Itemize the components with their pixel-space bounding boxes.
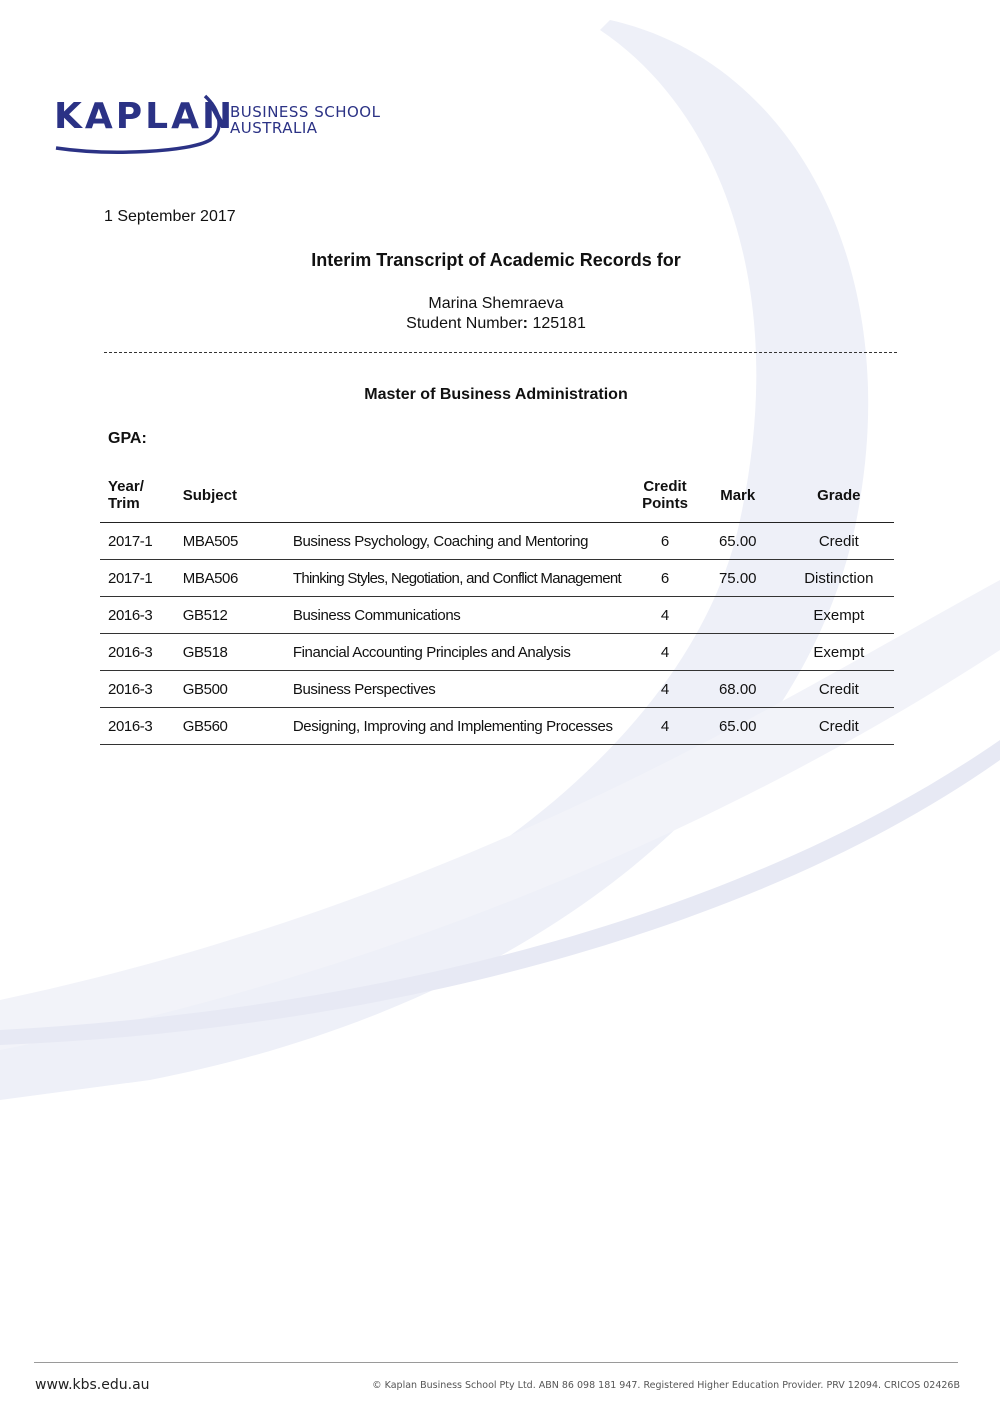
header-credit-line1: Credit [643, 478, 687, 495]
row-year: 2017-1 [100, 523, 175, 560]
row-mark: 75.00 [692, 560, 784, 597]
row-grade: Exempt [784, 597, 894, 634]
logo-wordmark: KAPLAN [54, 96, 236, 137]
logo-subtitle [230, 104, 380, 136]
student-number-line: Student Number: 125181 [406, 315, 586, 332]
student-name: Marina Shemraeva [428, 295, 564, 312]
footer-divider [34, 1362, 958, 1363]
row-grade: Distinction [784, 560, 894, 597]
footer-legal-text: © Kaplan Business School Pty Ltd. ABN 86 098 181 947. Registered Higher Education Provider. PRV 12094. CRICOS 02426B [372, 1380, 960, 1391]
row-title: Business Perspectives [285, 671, 638, 708]
row-mark [692, 634, 784, 671]
document-date: 1 September 2017 [104, 208, 236, 225]
table-row [100, 560, 894, 597]
row-credit: 4 [638, 671, 692, 708]
table-row [100, 708, 894, 745]
row-credit: 4 [638, 634, 692, 671]
row-year: 2017-1 [100, 560, 175, 597]
row-mark: 68.00 [692, 671, 784, 708]
row-code: GB512 [175, 597, 285, 634]
header-grade: Grade [784, 468, 894, 523]
row-year: 2016-3 [100, 597, 175, 634]
header-year-line1: Year/ [108, 478, 144, 495]
row-title: Business Communications [285, 597, 638, 634]
document-title: Interim Transcript of Academic Records for [311, 250, 681, 270]
row-year: 2016-3 [100, 708, 175, 745]
row-code: MBA505 [175, 523, 285, 560]
table-row [100, 634, 894, 671]
header-credit-line2: Points [642, 495, 688, 512]
row-credit: 6 [638, 523, 692, 560]
header-subject: Subject [175, 468, 285, 523]
table-header-row [100, 468, 894, 523]
row-code: GB518 [175, 634, 285, 671]
header-year-trim [100, 468, 175, 523]
student-info [0, 294, 992, 334]
header-subject-title [285, 468, 638, 523]
row-grade: Credit [784, 671, 894, 708]
student-number: 125181 [532, 315, 586, 332]
kaplan-logo [50, 90, 390, 160]
row-mark: 65.00 [692, 708, 784, 745]
row-grade: Exempt [784, 634, 894, 671]
row-credit: 6 [638, 560, 692, 597]
table-row [100, 597, 894, 634]
row-year: 2016-3 [100, 634, 175, 671]
row-grade: Credit [784, 708, 894, 745]
row-title: Financial Accounting Principles and Analysis [285, 634, 638, 671]
row-code: GB500 [175, 671, 285, 708]
table-row [100, 671, 894, 708]
student-number-label: Student Number [406, 315, 523, 332]
footer-website: www.kbs.edu.au [35, 1377, 150, 1393]
row-code: GB560 [175, 708, 285, 745]
row-mark: 65.00 [692, 523, 784, 560]
header-mark: Mark [692, 468, 784, 523]
program-title: Master of Business Administration [364, 386, 628, 403]
transcript-table [100, 468, 894, 745]
logo-subtitle-line1: BUSINESS SCHOOL [230, 103, 381, 121]
row-credit: 4 [638, 708, 692, 745]
row-title: Thinking Styles, Negotiation, and Conflict Management [285, 560, 638, 597]
row-mark [692, 597, 784, 634]
row-code: MBA506 [175, 560, 285, 597]
header-year-line2: Trim [108, 495, 140, 512]
row-year: 2016-3 [100, 671, 175, 708]
row-title: Business Psychology, Coaching and Mentoring [285, 523, 638, 560]
row-title: Designing, Improving and Implementing Processes [285, 708, 638, 745]
gpa-label: GPA: [108, 430, 147, 447]
row-credit: 4 [638, 597, 692, 634]
header-credit-points [638, 468, 692, 523]
logo-subtitle-line2: AUSTRALIA [230, 119, 318, 137]
table-row [100, 523, 894, 560]
header-divider [104, 352, 897, 353]
row-grade: Credit [784, 523, 894, 560]
